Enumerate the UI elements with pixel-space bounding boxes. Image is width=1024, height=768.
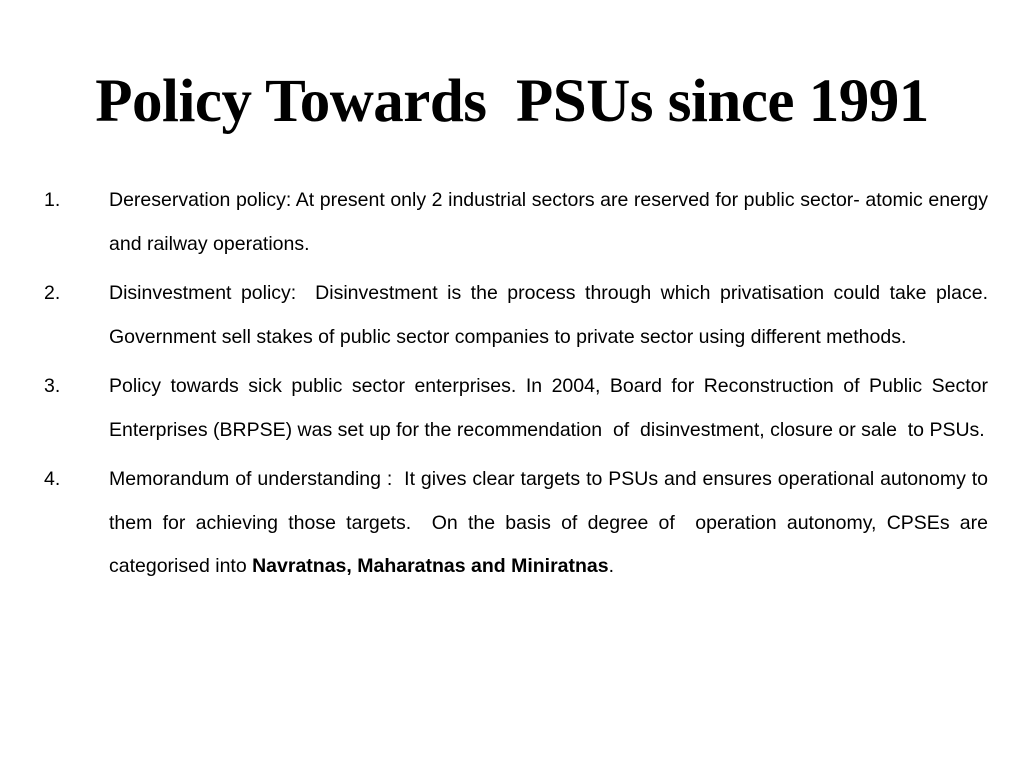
list-item-number: 2. [44,282,61,304]
policy-list [0,179,1024,595]
list-item-text: Disinvestment policy: Disinvestment is the process through which privatisation could take place. Government sell stakes of public sector companies to private sector using different methods. [109,282,994,348]
slide-title: Policy Towards PSUs since 1991 [95,68,929,135]
list-item-bold-text: Navratnas, Maharatnas and Miniratnas [252,555,609,577]
list-item-tail: . [608,555,615,577]
list-item [0,179,1024,266]
list-item-text: Memorandum of understanding : It gives clear targets to PSUs and ensures operational autonomy to them for achieving those targets. On the basis of degree of operation autonomy, CPSEs are categorised into [109,468,994,577]
list-item-number: 4. [44,468,61,490]
list-item [0,365,1024,452]
list-item-text: Policy towards sick public sector enterprises. In 2004, Board for Reconstruction of Public Sector Enterprises (BRPSE) was set up for the recommendation of disinvestment, closure or sale to PSUs. [109,375,994,441]
list-item [0,458,1024,589]
list-item-number: 3. [44,375,61,397]
list-item [0,272,1024,359]
list-item-text: Dereservation policy: At present only 2 industrial sectors are reserved for public sector- atomic energy and railway operations. [109,189,994,255]
list-item-number: 1. [44,189,61,211]
